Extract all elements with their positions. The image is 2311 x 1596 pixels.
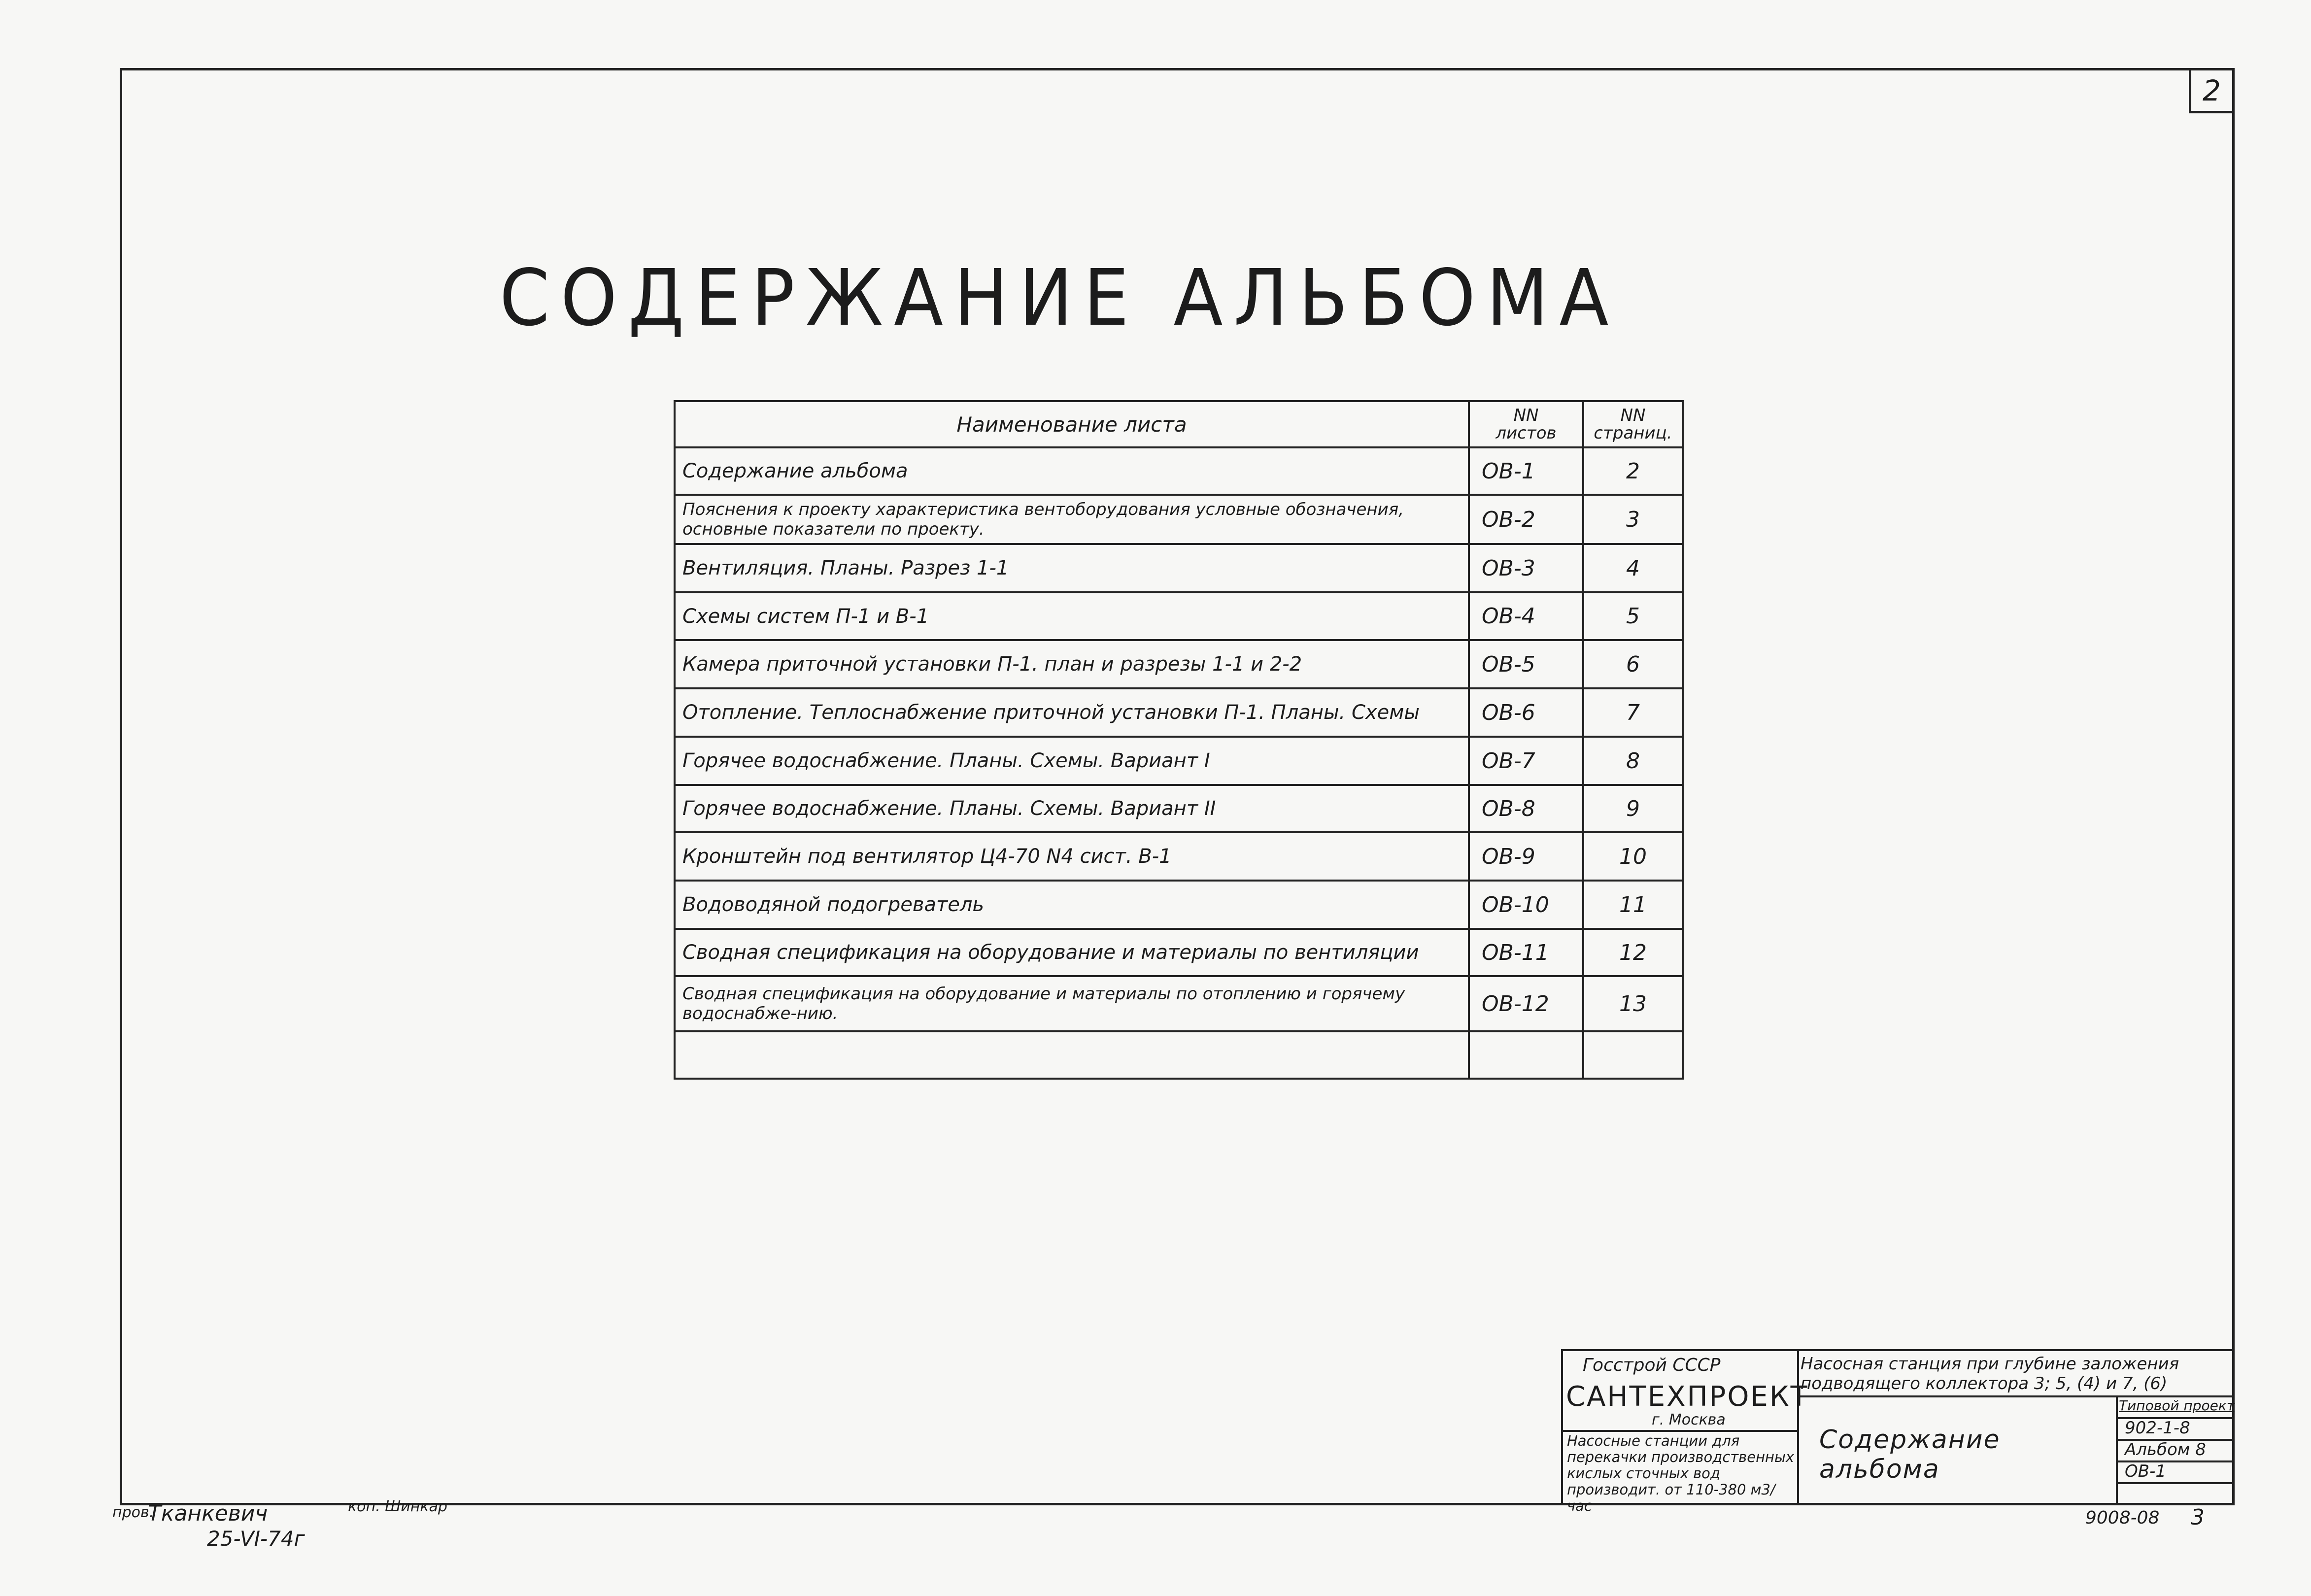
row-page: 8 — [1583, 737, 1683, 785]
table-row — [675, 688, 1683, 737]
row-name — [675, 1031, 1469, 1079]
row-page: 4 — [1583, 544, 1683, 592]
row-page: 11 — [1583, 881, 1683, 929]
row-sheet: ОВ-6 — [1469, 688, 1583, 737]
row-name: Схемы систем П-1 и В-1 — [675, 592, 1469, 640]
checked-signature: Тканкевич — [148, 1501, 268, 1526]
table-row — [675, 544, 1683, 592]
table-row — [675, 495, 1683, 544]
row-name: Сводная спецификация на оборудование и материалы по отоплению и горячему водоснабже-нию. — [675, 976, 1469, 1031]
table-row — [675, 1031, 1683, 1079]
org-city: г. Москва — [1652, 1411, 1726, 1428]
table-row — [675, 640, 1683, 688]
table-row — [675, 832, 1683, 881]
row-page — [1583, 1031, 1683, 1079]
row-sheet: ОВ-5 — [1469, 640, 1583, 688]
table-row — [675, 447, 1683, 495]
row-sheet: ОВ-7 — [1469, 737, 1583, 785]
column-header-name: Наименование листа — [675, 401, 1469, 447]
table-row — [675, 976, 1683, 1031]
org-top: Госстрой СССР — [1583, 1355, 1721, 1375]
column-header-sheet-label: листов — [1495, 423, 1557, 443]
row-name: Пояснения к проекту характеристика вентоборудования условные обозначения, основные показатели по проекту. — [675, 495, 1469, 544]
table-row — [675, 881, 1683, 929]
copied-by: коп. Шинкар — [348, 1498, 447, 1515]
row-page: 13 — [1583, 976, 1683, 1031]
page-number: 2 — [2189, 68, 2235, 113]
album-label: Альбом 8 — [2125, 1440, 2206, 1460]
column-header-page — [1583, 401, 1683, 447]
row-name: Горячее водоснабжение. Планы. Схемы. Вариант II — [675, 785, 1469, 832]
row-page: 10 — [1583, 832, 1683, 881]
project-code: 902-1-8 — [2125, 1418, 2190, 1438]
table-row — [675, 785, 1683, 832]
row-sheet: ОВ-12 — [1469, 976, 1583, 1031]
row-name: Вентиляция. Планы. Разрез 1-1 — [675, 544, 1469, 592]
row-page: 6 — [1583, 640, 1683, 688]
table-header-row — [675, 401, 1683, 447]
row-sheet: ОВ-11 — [1469, 929, 1583, 976]
column-header-sheet — [1469, 401, 1583, 447]
checked-label: пров. — [112, 1504, 154, 1521]
row-sheet: ОВ-8 — [1469, 785, 1583, 832]
row-sheet: ОВ-3 — [1469, 544, 1583, 592]
row-name: Отопление. Теплоснабжение приточной установки П-1. Планы. Схемы — [675, 688, 1469, 737]
row-name: Содержание альбома — [675, 447, 1469, 495]
row-name: Сводная спецификация на оборудование и материалы по вентиляции — [675, 929, 1469, 976]
column-header-page-label: страниц. — [1594, 423, 1672, 443]
title-block — [1561, 1349, 2235, 1514]
row-sheet — [1469, 1031, 1583, 1079]
row-sheet: ОВ-10 — [1469, 881, 1583, 929]
archive-code: 9008-08 — [2085, 1508, 2160, 1528]
signature-date: 25-VI-74г — [207, 1527, 305, 1551]
row-name: Кронштейн под вентилятор Ц4-70 N4 сист. В-1 — [675, 832, 1469, 881]
page-title: СОДЕРЖАНИЕ АЛЬБОМА — [499, 253, 1620, 343]
row-sheet: ОВ-4 — [1469, 592, 1583, 640]
row-sheet: ОВ-9 — [1469, 832, 1583, 881]
row-page: 2 — [1583, 447, 1683, 495]
row-page: 9 — [1583, 785, 1683, 832]
row-sheet: ОВ-2 — [1469, 495, 1583, 544]
table-row — [675, 592, 1683, 640]
row-name: Водоводяной подогреватель — [675, 881, 1469, 929]
table-row — [675, 929, 1683, 976]
row-name: Горячее водоснабжение. Планы. Схемы. Вариант I — [675, 737, 1469, 785]
table-row — [675, 737, 1683, 785]
row-sheet: ОВ-1 — [1469, 447, 1583, 495]
contents-table — [674, 400, 1684, 1080]
row-name: Камера приточной установки П-1. план и разрезы 1-1 и 2-2 — [675, 640, 1469, 688]
row-page: 12 — [1583, 929, 1683, 976]
archive-page: 3 — [2191, 1505, 2205, 1530]
sheet-code: ОВ-1 — [2125, 1461, 2166, 1481]
project-description: Насосные станции для перекачки производственных кислых сточных вод производит. от 110-380 м3/час — [1567, 1432, 1795, 1514]
row-page: 7 — [1583, 688, 1683, 737]
row-page: 3 — [1583, 495, 1683, 544]
sheet-title: Содержание альбома — [1819, 1425, 2001, 1484]
station-line-1: Насосная станция при глубине заложения — [1801, 1354, 2179, 1374]
column-header-sheet-nn: NN — [1513, 406, 1539, 425]
station-line-2: подводящего коллектора 3; 5, (4) и 7, (6) — [1801, 1374, 2168, 1393]
org-name: САНТЕХПРОЕКТ — [1566, 1381, 1809, 1413]
column-header-page-nn: NN — [1620, 406, 1646, 425]
row-page: 5 — [1583, 592, 1683, 640]
type-project-label: Типовой проект — [2119, 1397, 2235, 1414]
